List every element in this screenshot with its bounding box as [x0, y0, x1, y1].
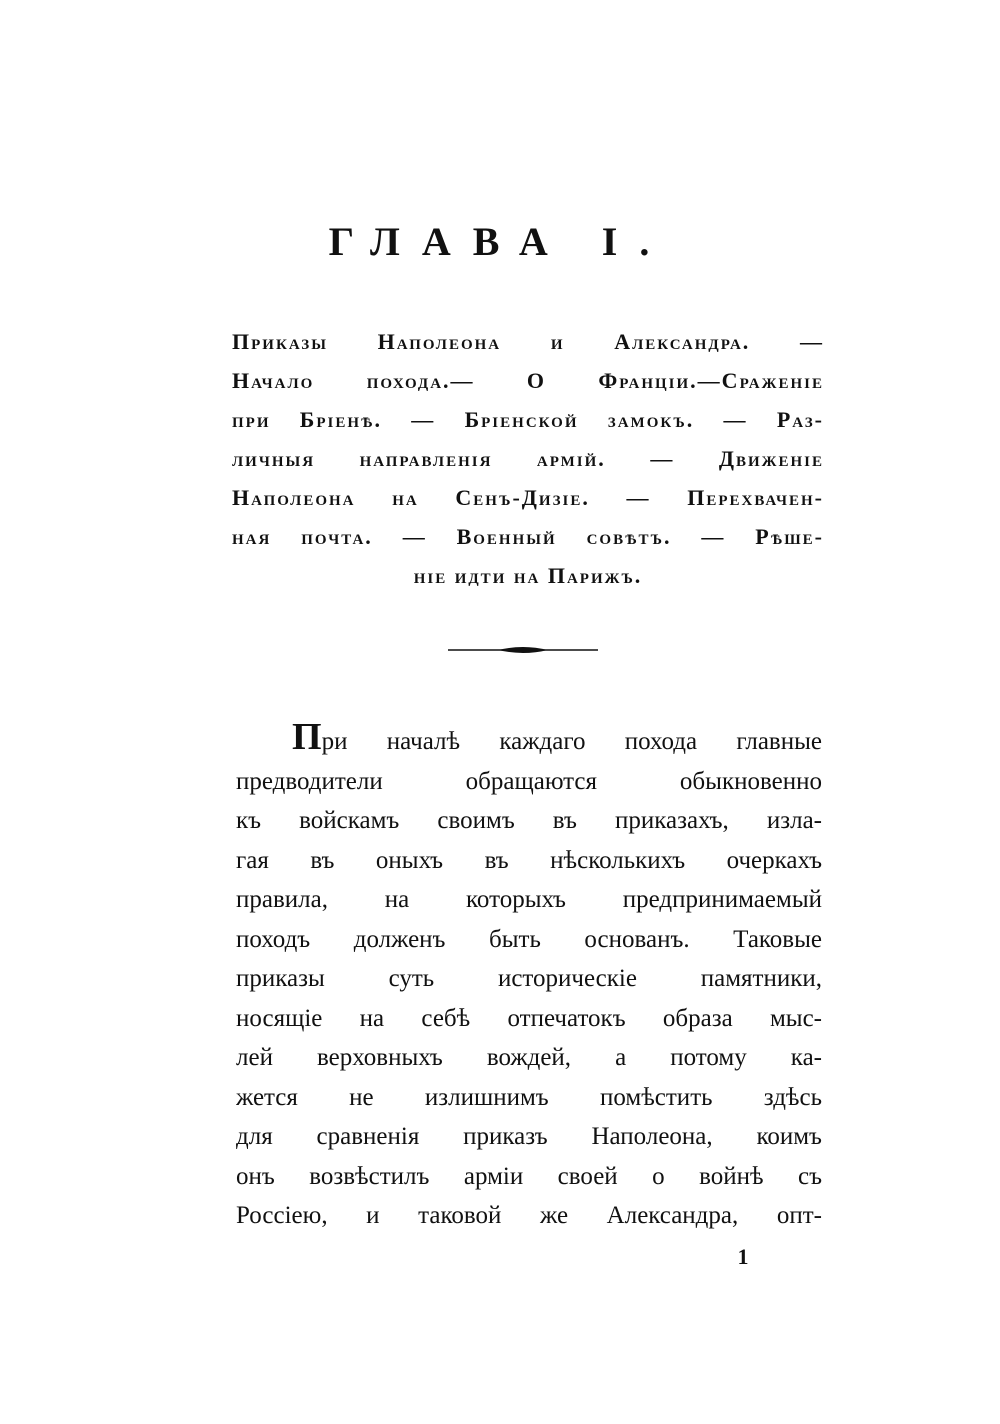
summary-line: ніе идти на Парижъ.	[413, 563, 643, 588]
summary-line: ная почта. — Военный совѣтъ. — Рѣше-	[232, 524, 824, 549]
page-number: 1	[737, 1244, 749, 1269]
body-line: носящіе на себѣ отпечатокъ образа мыс-	[236, 1004, 822, 1032]
body-line: предводители обращаются обыкновенно	[236, 767, 822, 795]
body-line: гая въ оныхъ въ нѣсколькихъ очеркахъ	[236, 846, 822, 874]
summary-line: личныя направленія армій. — Движеніе	[232, 446, 824, 471]
summary-line: при Бріенѣ. — Бріенской замокъ. — Раз-	[232, 407, 824, 432]
body-line: для сравненія приказъ Наполеона, коимъ	[236, 1123, 822, 1150]
chapter-summary	[232, 322, 824, 595]
body-text	[236, 722, 822, 1236]
body-first-line-text: ри началѣ каждаго похода главные	[321, 728, 822, 755]
summary-line: Приказы Наполеона и Александра. —	[232, 329, 824, 354]
body-line: жется не излишнимъ помѣстить здѣсь	[236, 1083, 822, 1111]
body-line: приказы суть историческіе памятники,	[236, 965, 822, 992]
body-line: Россіею, и таковой же Александра, опт-	[236, 1202, 822, 1229]
chapter-title: ГЛАВА I.	[328, 219, 672, 264]
body-line: походъ долженъ быть основанъ. Таковые	[236, 925, 822, 953]
summary-line: Наполеона на Сенъ-Дизіе. — Перехвачен-	[232, 485, 824, 510]
body-line: онъ возвѣстилъ арміи своей о войнѣ съ	[236, 1162, 822, 1190]
body-line	[236, 722, 822, 762]
initial-letter: П	[292, 722, 322, 758]
ornamental-divider	[446, 640, 600, 660]
body-line: къ войскамъ своимъ въ приказахъ, изла-	[236, 807, 822, 834]
body-line: правила, на которыхъ предпринимаемый	[236, 886, 822, 913]
summary-line: Начало похода.— О Франціи.—Сраженіе	[232, 368, 824, 393]
body-line: лей верховныхъ вождей, а потому ка-	[236, 1044, 822, 1071]
